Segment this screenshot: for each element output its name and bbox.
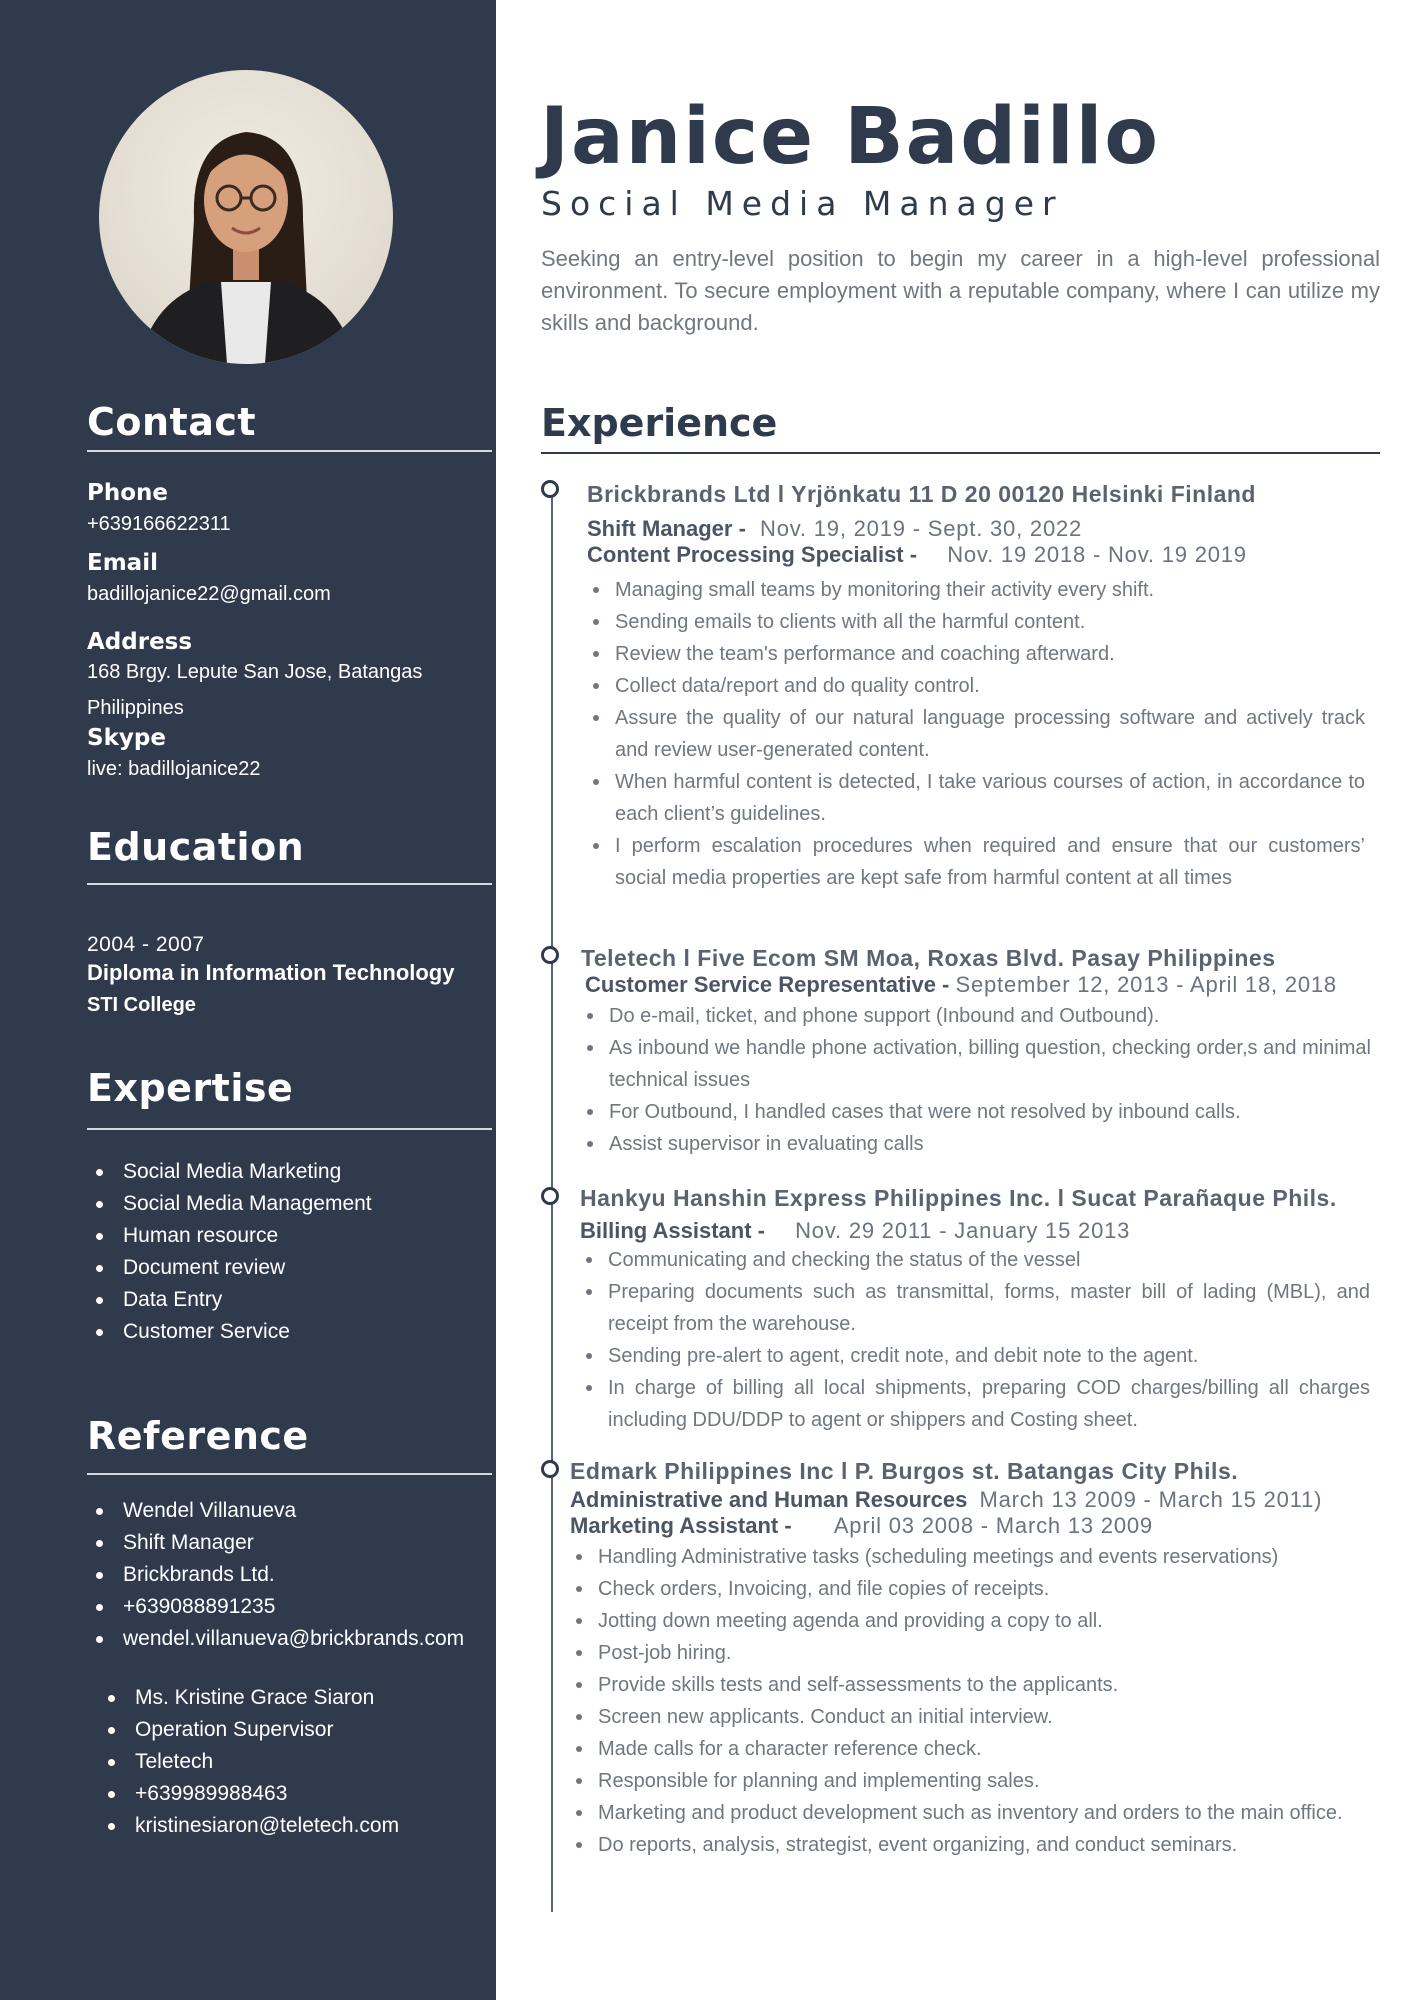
expertise-list	[87, 1156, 372, 1348]
list-item[interactable]: wendel.villanueva@brickbrands.com	[87, 1623, 464, 1655]
list-item: Managing small teams by monitoring their activity every shift.	[587, 574, 1365, 606]
list-item: I perform escalation procedures when required and ensure that our customers’ social media properties are kept safe from harmful content at all times	[587, 830, 1365, 894]
list-item: Customer Service	[87, 1316, 372, 1348]
skype-value[interactable]: live: badillojanice22	[87, 758, 261, 780]
list-item: Ms. Kristine Grace Siaron	[99, 1682, 399, 1714]
list-item: Responsible for planning and implementing sales.	[570, 1765, 1378, 1797]
list-item: Teletech	[99, 1746, 399, 1778]
list-item: Communicating and checking the status of the vessel	[580, 1244, 1370, 1276]
reference-list-1	[87, 1495, 464, 1655]
experience-divider	[541, 452, 1380, 454]
phone-label: Phone	[87, 480, 169, 506]
list-item: Do e-mail, ticket, and phone support (Inbound and Outbound).	[581, 1000, 1371, 1032]
position-dates: September 12, 2013 - April 18, 2018	[955, 972, 1337, 997]
job-teletech	[581, 945, 1381, 1160]
company-name: Hankyu Hanshin Express Philippines Inc. l Sucat Parañaque Phils.	[580, 1185, 1337, 1211]
list-item: Marketing and product development such as inventory and orders to the main office.	[570, 1797, 1378, 1829]
education-heading: Education	[87, 825, 305, 869]
position-line	[570, 1513, 1380, 1539]
duties-list	[581, 1000, 1371, 1160]
experience-heading: Experience	[541, 401, 778, 445]
person-portrait-icon	[99, 70, 393, 364]
timeline-node	[541, 480, 559, 498]
company-name: Teletech l Five Ecom SM Moa, Roxas Blvd. Pasay Philippines	[581, 945, 1276, 971]
position-title: Shift Manager -	[587, 516, 746, 541]
company-name: Brickbrands Ltd l Yrjönkatu 11 D 20 00120 Helsinki Finland	[587, 481, 1256, 507]
company-name: Edmark Philippines Inc l P. Burgos st. Batangas City Phils.	[570, 1458, 1239, 1484]
list-item: Social Media Marketing	[87, 1156, 372, 1188]
contact-heading: Contact	[87, 400, 257, 444]
position-line	[580, 1218, 1380, 1244]
email-label: Email	[87, 550, 158, 576]
list-item: When harmful content is detected, I take various courses of action, in accordance to each client’s guidelines.	[587, 766, 1365, 830]
list-item: Jotting down meeting agenda and providing a copy to all.	[570, 1605, 1378, 1637]
list-item: Wendel Villanueva	[87, 1495, 464, 1527]
position-dates: Nov. 29 2011 - January 15 2013	[795, 1218, 1131, 1243]
email-value[interactable]: badillojanice22@gmail.com	[87, 583, 331, 605]
job-brickbrands	[587, 481, 1382, 894]
duties-list	[570, 1541, 1378, 1861]
education-degree: Diploma in Information Technology	[87, 960, 455, 985]
list-item: Human resource	[87, 1220, 372, 1252]
position-line	[587, 516, 1382, 542]
position-dates: Nov. 19 2018 - Nov. 19 2019	[947, 542, 1247, 567]
list-item: Document review	[87, 1252, 372, 1284]
list-item: Handling Administrative tasks (scheduling meetings and events reservations)	[570, 1541, 1378, 1573]
list-item: Collect data/report and do quality control.	[587, 670, 1365, 702]
position-dates: April 03 2008 - March 13 2009	[833, 1513, 1153, 1538]
reference-heading: Reference	[87, 1414, 309, 1458]
list-item: Social Media Management	[87, 1188, 372, 1220]
candidate-role: Social Media Manager	[541, 184, 1064, 223]
position-title: Administrative and Human Resources	[570, 1487, 968, 1512]
position-title: Customer Service Representative -	[585, 972, 950, 997]
list-item: Review the team's performance and coaching afterward.	[587, 638, 1365, 670]
job-hankyu	[580, 1185, 1380, 1436]
position-line	[585, 972, 1381, 998]
skype-label: Skype	[87, 725, 166, 751]
expertise-divider	[87, 1128, 492, 1130]
list-item: Check orders, Invoicing, and file copies of receipts.	[570, 1573, 1378, 1605]
position-dates: March 13 2009 - March 15 2011)	[979, 1487, 1323, 1512]
list-item: Shift Manager	[87, 1527, 464, 1559]
profile-photo	[99, 70, 393, 364]
education-school: STI College	[87, 994, 196, 1016]
list-item: Sending emails to clients with all the harmful content.	[587, 606, 1365, 638]
list-item: Preparing documents such as transmittal, forms, master bill of lading (MBL), and receipt from the warehouse.	[580, 1276, 1370, 1340]
list-item: Brickbrands Ltd.	[87, 1559, 464, 1591]
summary: Seeking an entry-level position to begin my career in a high-level professional environment. To secure employment with a reputable company, where I can utilize my skills and background.	[541, 246, 1380, 335]
position-title: Marketing Assistant -	[570, 1513, 792, 1538]
list-item: Data Entry	[87, 1284, 372, 1316]
education-divider	[87, 883, 492, 885]
timeline-node	[541, 1187, 559, 1205]
list-item: In charge of billing all local shipments, preparing COD charges/billing all charges including DDU/DDP to agent or shippers and Costing sheet.	[580, 1372, 1370, 1436]
list-item: Assist supervisor in evaluating calls	[581, 1128, 1371, 1160]
list-item: Post-job hiring.	[570, 1637, 1378, 1669]
list-item: As inbound we handle phone activation, billing question, checking order,s and minimal technical issues	[581, 1032, 1371, 1096]
address-label: Address	[87, 629, 193, 655]
phone-value[interactable]: +639166622311	[87, 513, 231, 535]
list-item: Provide skills tests and self-assessments to the applicants.	[570, 1669, 1378, 1701]
expertise-heading: Expertise	[87, 1066, 294, 1110]
duties-list	[580, 1244, 1370, 1436]
reference-list-2	[99, 1682, 399, 1842]
education-years: 2004 - 2007	[87, 933, 205, 956]
timeline-node	[541, 1460, 559, 1478]
timeline-node	[541, 946, 559, 964]
sidebar	[0, 0, 496, 2000]
list-item: For Outbound, I handled cases that were not resolved by inbound calls.	[581, 1096, 1371, 1128]
list-item: Do reports, analysis, strategist, event organizing, and conduct seminars.	[570, 1829, 1378, 1861]
position-dates: Nov. 19, 2019 - Sept. 30, 2022	[760, 516, 1083, 541]
list-item: Assure the quality of our natural language processing software and actively track and review user-generated content.	[587, 702, 1365, 766]
list-item: +639088891235	[87, 1591, 464, 1623]
duties-list	[587, 574, 1365, 894]
list-item: Screen new applicants. Conduct an initial interview.	[570, 1701, 1378, 1733]
list-item[interactable]: kristinesiaron@teletech.com	[99, 1810, 399, 1842]
position-title: Billing Assistant -	[580, 1218, 765, 1243]
list-item: +639989988463	[99, 1778, 399, 1810]
address-value: 168 Brgy. Lepute San Jose, Batangas Philippines	[87, 661, 423, 719]
position-line	[587, 542, 1382, 568]
position-line	[570, 1487, 1380, 1513]
list-item: Made calls for a character reference check.	[570, 1733, 1378, 1765]
position-title: Content Processing Specialist -	[587, 542, 918, 567]
candidate-name: Janice Badillo	[540, 92, 1160, 182]
job-edmark	[570, 1458, 1380, 1861]
contact-divider	[87, 450, 492, 452]
reference-divider	[87, 1473, 492, 1475]
list-item: Sending pre-alert to agent, credit note, and debit note to the agent.	[580, 1340, 1370, 1372]
list-item: Operation Supervisor	[99, 1714, 399, 1746]
